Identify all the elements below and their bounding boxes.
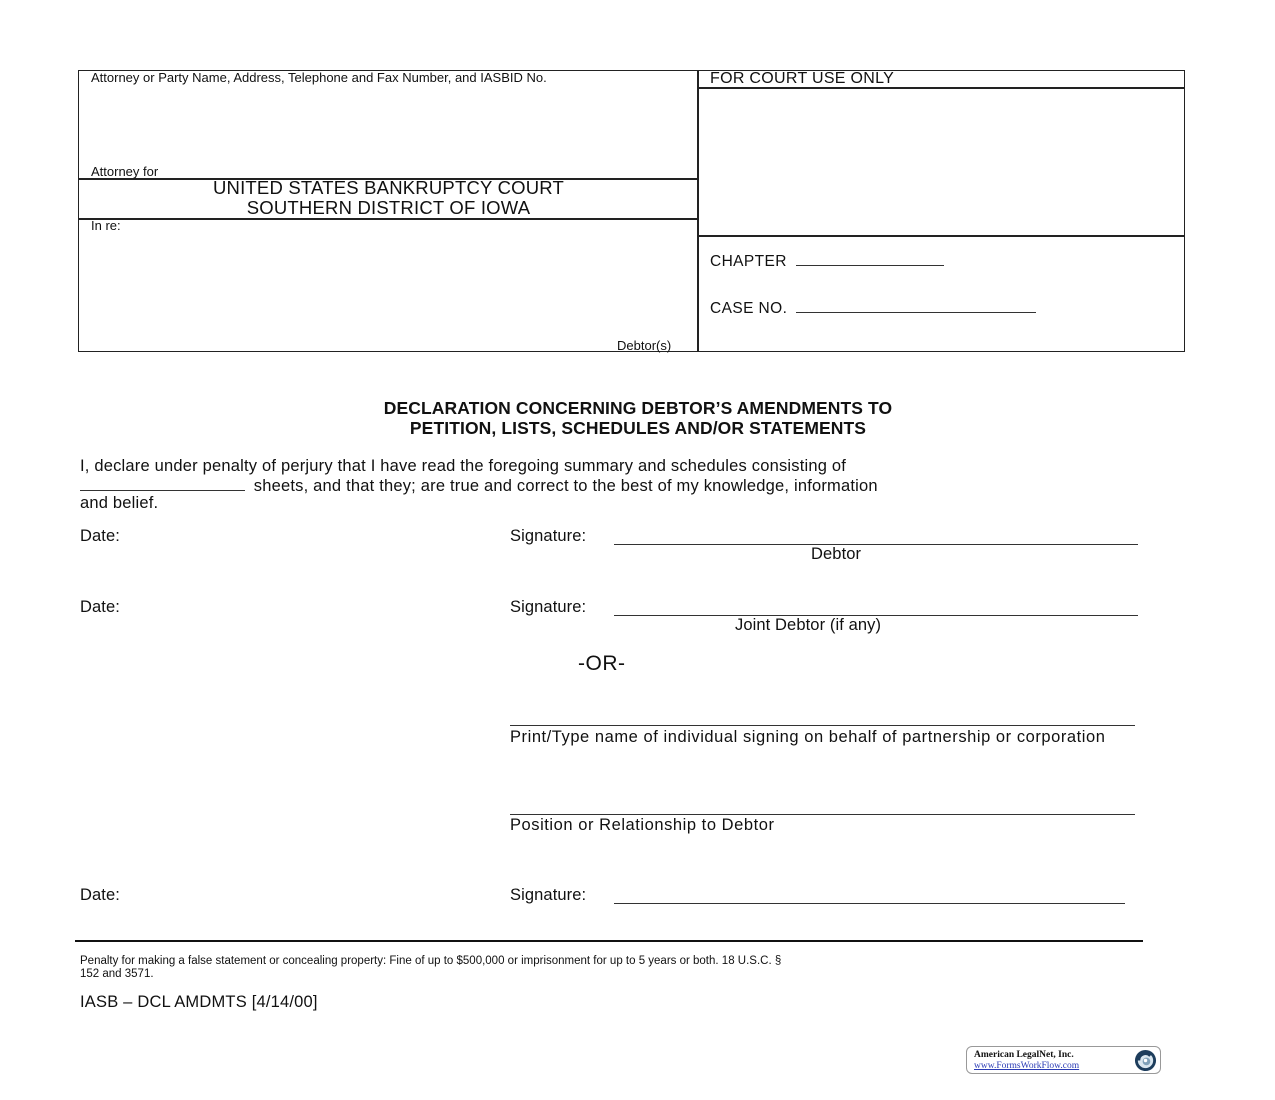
debtor-date-field[interactable] xyxy=(130,527,430,547)
penalty-notice-line2: 152 and 3571. xyxy=(80,968,154,980)
joint-debtor-date-label: Date: xyxy=(80,598,120,616)
declaration-line3: and belief. xyxy=(80,494,159,512)
entity-date-field[interactable] xyxy=(130,886,430,906)
joint-debtor-signature-label: Signature: xyxy=(510,598,587,616)
sheets-count-input[interactable] xyxy=(80,476,245,491)
joint-debtor-signature-caption: Joint Debtor (if any) xyxy=(735,616,882,634)
debtor-date-label: Date: xyxy=(80,527,120,545)
declaration-line1: I, declare under penalty of perjury that I have read the foregoing summary and schedules consisting of xyxy=(80,457,847,475)
position-input[interactable] xyxy=(510,814,1135,815)
caption-column-divider xyxy=(697,71,699,351)
debtor-signature-caption: Debtor xyxy=(811,545,862,563)
penalty-notice xyxy=(80,955,1140,981)
footer-divider xyxy=(75,940,1143,942)
case-number-input[interactable] xyxy=(796,298,1036,313)
or-separator: -OR- xyxy=(578,652,626,675)
logo-url-link[interactable]: www.FormsWorkFlow.com xyxy=(974,1061,1080,1071)
penalty-notice-line1: Penalty for making a false statement or concealing property: Fine of up to $500,000 or imprisonment for up to 5 years or both. 18 U.S.C. § xyxy=(80,955,782,967)
in-re-label: In re: xyxy=(91,218,121,233)
attorney-for-label: Attorney for xyxy=(91,164,159,179)
case-number-field-row xyxy=(710,298,1036,318)
position-label: Position or Relationship to Debtor xyxy=(510,816,775,834)
entity-signature-input[interactable] xyxy=(614,903,1125,904)
attorney-info-field[interactable] xyxy=(82,88,692,164)
debtor-signature-label: Signature: xyxy=(510,527,587,545)
court-name-line2: SOUTHERN DISTRICT OF IOWA xyxy=(246,197,531,218)
debtors-label: Debtor(s) xyxy=(617,338,672,353)
declaration-paragraph xyxy=(80,458,1150,513)
attorney-info-label: Attorney or Party Name, Address, Telephone and Fax Number, and IASBID No. xyxy=(91,70,547,85)
court-use-bottom-divider xyxy=(698,235,1184,237)
chapter-label: CHAPTER xyxy=(710,253,787,270)
print-name-input[interactable] xyxy=(510,725,1135,726)
chapter-input[interactable] xyxy=(796,251,944,266)
declaration-line2-row xyxy=(80,476,1150,496)
case-number-label: CASE NO. xyxy=(710,300,788,317)
document-title xyxy=(0,398,1275,438)
court-use-only-label: FOR COURT USE ONLY xyxy=(710,70,895,87)
court-name-line1: UNITED STATES BANKRUPTCY COURT xyxy=(212,177,565,198)
debtor-signature-input[interactable] xyxy=(614,544,1138,545)
document-title-line2: PETITION, LISTS, SCHEDULES AND/OR STATEMENTS xyxy=(409,418,867,438)
declaration-line2: sheets, and that they; are true and correct to the best of my knowledge, information xyxy=(253,476,878,495)
logo-company-name: American LegalNet, Inc. xyxy=(974,1050,1074,1060)
document-title-line1: DECLARATION CONCERNING DEBTOR’S AMENDMENTS TO xyxy=(383,398,893,418)
entity-date-label: Date: xyxy=(80,886,120,904)
court-name xyxy=(80,178,697,218)
joint-debtor-date-field[interactable] xyxy=(130,598,430,618)
caption-court-divider xyxy=(79,218,698,220)
entity-signature-label: Signature: xyxy=(510,886,587,904)
debtor-name-field[interactable] xyxy=(82,234,692,334)
american-legalnet-logo[interactable] xyxy=(966,1046,1161,1074)
print-name-label: Print/Type name of individual signing on behalf of partnership or corporation xyxy=(510,728,1106,746)
globe-swirl-icon xyxy=(1134,1049,1157,1072)
chapter-field-row xyxy=(710,251,944,271)
form-id: IASB – DCL AMDMTS [4/14/00] xyxy=(80,993,318,1011)
